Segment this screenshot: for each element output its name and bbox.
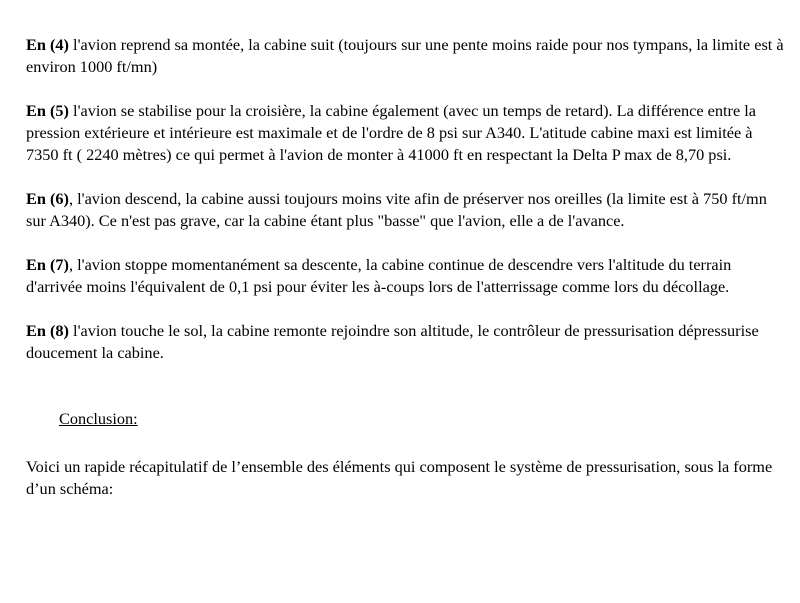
conclusion-heading: Conclusion:: [59, 409, 138, 428]
paragraph-step-8: [26, 320, 786, 364]
paragraph-lead: En (4): [26, 35, 69, 54]
paragraph-step-5: [26, 100, 786, 166]
paragraph-lead: En (6): [26, 189, 69, 208]
paragraph-text: l'avion reprend sa montée, la cabine suit (toujours sur une pente moins raide pour nos tympans, la limite est à environ 1000 ft/mn): [26, 35, 784, 76]
paragraph-text: , l'avion stoppe momentanément sa descente, la cabine continue de descendre vers l'altitude du terrain d'arrivée moins l'équivalent de 0,1 psi pour éviter les à-coups lors de l'atterrissage comme lors du décollage.: [26, 255, 732, 296]
paragraph-step-4: [26, 34, 786, 78]
closing-paragraph: Voici un rapide récapitulatif de l’ensemble des éléments qui composent le système de pressurisation, sous la forme d’un schéma:: [26, 457, 773, 498]
paragraph-text: , l'avion descend, la cabine aussi toujours moins vite afin de préserver nos oreilles (la limite est à 750 ft/mn sur A340). Ce n'est pas grave, car la cabine étant plus "basse" que l'avion, elle a de l'avance.: [26, 189, 767, 230]
paragraph-lead: En (5): [26, 101, 69, 120]
paragraph-lead: En (7): [26, 255, 69, 274]
paragraph-lead: En (8): [26, 321, 69, 340]
document-page: [26, 34, 786, 522]
paragraph-text: l'avion touche le sol, la cabine remonte rejoindre son altitude, le contrôleur de pressurisation dépressurise doucement la cabine.: [26, 321, 759, 362]
paragraph-text: l'avion se stabilise pour la croisière, la cabine également (avec un temps de retard). La différence entre la pression extérieure et intérieure est maximale et de l'ordre de 8 psi sur A340. L'atitude cabine maxi est limitée à 7350 ft ( 2240 mètres) ce qui permet à l'avion de monter à 41000 ft en respectant la Delta P max de 8,70 psi.: [26, 101, 757, 164]
paragraph-step-6: [26, 188, 786, 232]
paragraph-step-7: [26, 254, 786, 298]
